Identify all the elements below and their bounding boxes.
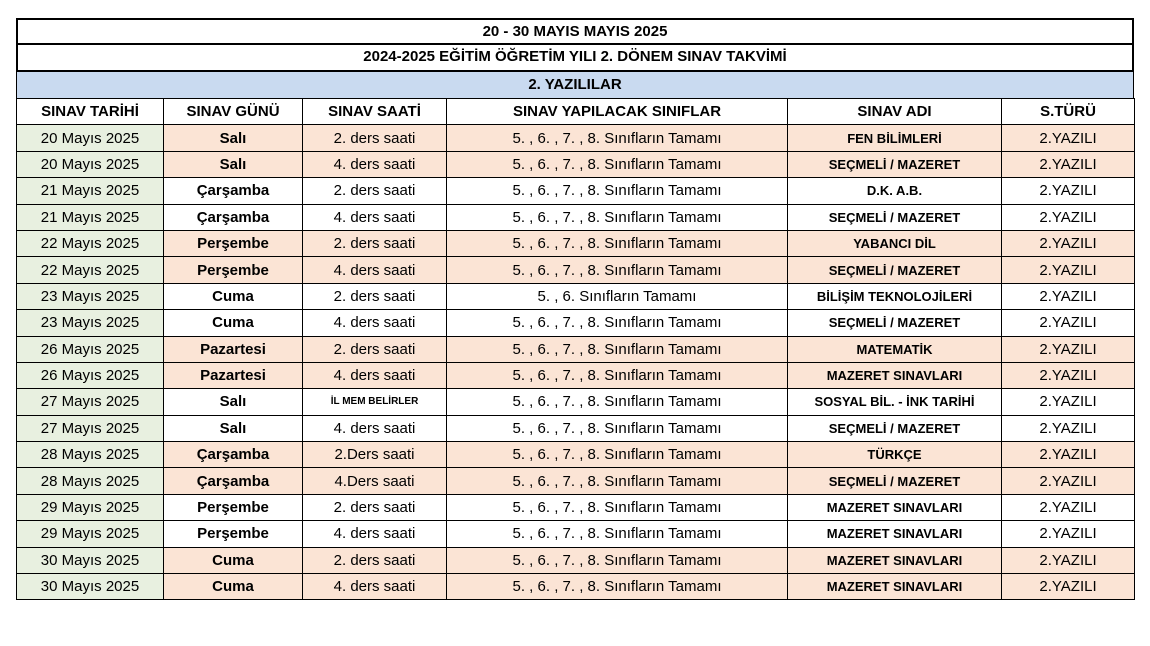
exam-classes-cell: 5. , 6. , 7. , 8. Sınıfların Tamamı bbox=[447, 336, 788, 362]
exam-date-cell: 26 Mayıs 2025 bbox=[17, 336, 164, 362]
exam-type-cell: 2.YAZILI bbox=[1002, 442, 1135, 468]
exam-date-cell: 29 Mayıs 2025 bbox=[17, 521, 164, 547]
exam-date-cell: 21 Mayıs 2025 bbox=[17, 204, 164, 230]
exam-name-cell: MAZERET SINAVLARI bbox=[788, 574, 1002, 600]
exam-date-cell: 23 Mayıs 2025 bbox=[17, 310, 164, 336]
exam-type-cell: 2.YAZILI bbox=[1002, 178, 1135, 204]
exam-day-cell: Çarşamba bbox=[164, 204, 303, 230]
exam-time-cell: 4. ders saati bbox=[303, 151, 447, 177]
exam-time-cell: 2. ders saati bbox=[303, 178, 447, 204]
exam-type-cell: 2.YAZILI bbox=[1002, 310, 1135, 336]
exam-name-cell: MAZERET SINAVLARI bbox=[788, 547, 1002, 573]
exam-day-cell: Perşembe bbox=[164, 521, 303, 547]
exam-name-cell: SEÇMELİ / MAZERET bbox=[788, 204, 1002, 230]
exam-time-cell: 4. ders saati bbox=[303, 415, 447, 441]
exam-date-cell: 27 Mayıs 2025 bbox=[17, 389, 164, 415]
exam-date-cell: 28 Mayıs 2025 bbox=[17, 442, 164, 468]
table-row bbox=[17, 151, 1135, 177]
exam-name-cell: MATEMATİK bbox=[788, 336, 1002, 362]
exam-time-cell: 4. ders saati bbox=[303, 310, 447, 336]
exam-classes-cell: 5. , 6. , 7. , 8. Sınıfların Tamamı bbox=[447, 494, 788, 520]
exam-time-cell: 4. ders saati bbox=[303, 257, 447, 283]
exam-day-cell: Perşembe bbox=[164, 257, 303, 283]
exam-classes-cell: 5. , 6. , 7. , 8. Sınıfların Tamamı bbox=[447, 547, 788, 573]
col-header-exam: SINAV ADI bbox=[788, 99, 1002, 125]
schedule-table bbox=[16, 98, 1135, 600]
col-header-classes: SINAV YAPILACAK SINIFLAR bbox=[447, 99, 788, 125]
table-row bbox=[17, 415, 1135, 441]
exam-name-cell: D.K. A.B. bbox=[788, 178, 1002, 204]
exam-classes-cell: 5. , 6. Sınıfların Tamamı bbox=[447, 283, 788, 309]
exam-day-cell: Cuma bbox=[164, 574, 303, 600]
exam-type-cell: 2.YAZILI bbox=[1002, 125, 1135, 151]
exam-type-cell: 2.YAZILI bbox=[1002, 389, 1135, 415]
col-header-day: SINAV GÜNÜ bbox=[164, 99, 303, 125]
exam-name-cell: SOSYAL BİL. - İNK TARİHİ bbox=[788, 389, 1002, 415]
exam-date-cell: 21 Mayıs 2025 bbox=[17, 178, 164, 204]
table-row bbox=[17, 204, 1135, 230]
exam-classes-cell: 5. , 6. , 7. , 8. Sınıfların Tamamı bbox=[447, 310, 788, 336]
exam-name-cell: TÜRKÇE bbox=[788, 442, 1002, 468]
exam-day-cell: Pazartesi bbox=[164, 336, 303, 362]
exam-time-cell: 4. ders saati bbox=[303, 574, 447, 600]
exam-time-cell: İL MEM BELİRLER bbox=[303, 389, 447, 415]
exam-time-cell: 4. ders saati bbox=[303, 204, 447, 230]
exam-type-cell: 2.YAZILI bbox=[1002, 521, 1135, 547]
exam-classes-cell: 5. , 6. , 7. , 8. Sınıfların Tamamı bbox=[447, 574, 788, 600]
exam-name-cell: BİLİŞİM TEKNOLOJİLERİ bbox=[788, 283, 1002, 309]
exam-day-cell: Perşembe bbox=[164, 494, 303, 520]
exam-date-cell: 22 Mayıs 2025 bbox=[17, 257, 164, 283]
main-title: 2024-2025 EĞİTİM ÖĞRETİM YILI 2. DÖNEM SINAV TAKVİMİ bbox=[16, 45, 1134, 72]
exam-type-cell: 2.YAZILI bbox=[1002, 204, 1135, 230]
exam-name-cell: SEÇMELİ / MAZERET bbox=[788, 151, 1002, 177]
section-title: 2. YAZILILAR bbox=[16, 72, 1134, 98]
exam-schedule-sheet bbox=[16, 18, 1134, 600]
exam-name-cell: YABANCI DİL bbox=[788, 230, 1002, 256]
exam-day-cell: Çarşamba bbox=[164, 442, 303, 468]
exam-type-cell: 2.YAZILI bbox=[1002, 151, 1135, 177]
col-header-date: SINAV TARİHİ bbox=[17, 99, 164, 125]
exam-time-cell: 2. ders saati bbox=[303, 494, 447, 520]
table-row bbox=[17, 494, 1135, 520]
exam-day-cell: Perşembe bbox=[164, 230, 303, 256]
col-header-type: S.TÜRÜ bbox=[1002, 99, 1135, 125]
exam-name-cell: FEN BİLİMLERİ bbox=[788, 125, 1002, 151]
exam-name-cell: MAZERET SINAVLARI bbox=[788, 521, 1002, 547]
exam-classes-cell: 5. , 6. , 7. , 8. Sınıfların Tamamı bbox=[447, 415, 788, 441]
exam-time-cell: 2. ders saati bbox=[303, 547, 447, 573]
exam-name-cell: SEÇMELİ / MAZERET bbox=[788, 468, 1002, 494]
exam-classes-cell: 5. , 6. , 7. , 8. Sınıfların Tamamı bbox=[447, 125, 788, 151]
table-row bbox=[17, 468, 1135, 494]
exam-name-cell: MAZERET SINAVLARI bbox=[788, 494, 1002, 520]
exam-classes-cell: 5. , 6. , 7. , 8. Sınıfların Tamamı bbox=[447, 257, 788, 283]
exam-date-cell: 29 Mayıs 2025 bbox=[17, 494, 164, 520]
exam-classes-cell: 5. , 6. , 7. , 8. Sınıfların Tamamı bbox=[447, 230, 788, 256]
exam-day-cell: Pazartesi bbox=[164, 362, 303, 388]
table-row bbox=[17, 389, 1135, 415]
table-row bbox=[17, 125, 1135, 151]
exam-time-cell: 2. ders saati bbox=[303, 283, 447, 309]
exam-date-cell: 22 Mayıs 2025 bbox=[17, 230, 164, 256]
exam-name-cell: MAZERET SINAVLARI bbox=[788, 362, 1002, 388]
exam-type-cell: 2.YAZILI bbox=[1002, 336, 1135, 362]
table-row bbox=[17, 336, 1135, 362]
table-row bbox=[17, 521, 1135, 547]
exam-day-cell: Salı bbox=[164, 151, 303, 177]
exam-type-cell: 2.YAZILI bbox=[1002, 494, 1135, 520]
exam-day-cell: Cuma bbox=[164, 547, 303, 573]
table-row bbox=[17, 574, 1135, 600]
exam-day-cell: Salı bbox=[164, 415, 303, 441]
dates-title: 20 - 30 MAYIS MAYIS 2025 bbox=[16, 18, 1134, 45]
exam-classes-cell: 5. , 6. , 7. , 8. Sınıfların Tamamı bbox=[447, 151, 788, 177]
exam-time-cell: 4. ders saati bbox=[303, 521, 447, 547]
exam-classes-cell: 5. , 6. , 7. , 8. Sınıfların Tamamı bbox=[447, 468, 788, 494]
exam-time-cell: 4. ders saati bbox=[303, 362, 447, 388]
exam-classes-cell: 5. , 6. , 7. , 8. Sınıfların Tamamı bbox=[447, 178, 788, 204]
exam-type-cell: 2.YAZILI bbox=[1002, 547, 1135, 573]
table-row bbox=[17, 257, 1135, 283]
table-row bbox=[17, 283, 1135, 309]
header-row bbox=[17, 99, 1135, 125]
table-row bbox=[17, 442, 1135, 468]
table-row bbox=[17, 230, 1135, 256]
exam-day-cell: Cuma bbox=[164, 283, 303, 309]
table-row bbox=[17, 310, 1135, 336]
exam-type-cell: 2.YAZILI bbox=[1002, 415, 1135, 441]
exam-day-cell: Salı bbox=[164, 389, 303, 415]
exam-classes-cell: 5. , 6. , 7. , 8. Sınıfların Tamamı bbox=[447, 362, 788, 388]
col-header-time: SINAV SAATİ bbox=[303, 99, 447, 125]
exam-date-cell: 20 Mayıs 2025 bbox=[17, 125, 164, 151]
exam-type-cell: 2.YAZILI bbox=[1002, 257, 1135, 283]
exam-date-cell: 30 Mayıs 2025 bbox=[17, 547, 164, 573]
exam-time-cell: 2. ders saati bbox=[303, 336, 447, 362]
exam-day-cell: Cuma bbox=[164, 310, 303, 336]
exam-name-cell: SEÇMELİ / MAZERET bbox=[788, 415, 1002, 441]
exam-classes-cell: 5. , 6. , 7. , 8. Sınıfların Tamamı bbox=[447, 521, 788, 547]
exam-type-cell: 2.YAZILI bbox=[1002, 283, 1135, 309]
table-row bbox=[17, 362, 1135, 388]
exam-classes-cell: 5. , 6. , 7. , 8. Sınıfların Tamamı bbox=[447, 389, 788, 415]
exam-type-cell: 2.YAZILI bbox=[1002, 574, 1135, 600]
schedule-rows bbox=[17, 125, 1135, 600]
table-row bbox=[17, 178, 1135, 204]
exam-day-cell: Çarşamba bbox=[164, 178, 303, 204]
exam-date-cell: 26 Mayıs 2025 bbox=[17, 362, 164, 388]
exam-time-cell: 2. ders saati bbox=[303, 125, 447, 151]
exam-date-cell: 30 Mayıs 2025 bbox=[17, 574, 164, 600]
exam-date-cell: 27 Mayıs 2025 bbox=[17, 415, 164, 441]
exam-date-cell: 28 Mayıs 2025 bbox=[17, 468, 164, 494]
exam-day-cell: Çarşamba bbox=[164, 468, 303, 494]
exam-time-cell: 2. ders saati bbox=[303, 230, 447, 256]
exam-date-cell: 20 Mayıs 2025 bbox=[17, 151, 164, 177]
exam-date-cell: 23 Mayıs 2025 bbox=[17, 283, 164, 309]
exam-time-cell: 4.Ders saati bbox=[303, 468, 447, 494]
exam-name-cell: SEÇMELİ / MAZERET bbox=[788, 310, 1002, 336]
exam-type-cell: 2.YAZILI bbox=[1002, 230, 1135, 256]
exam-day-cell: Salı bbox=[164, 125, 303, 151]
exam-time-cell: 2.Ders saati bbox=[303, 442, 447, 468]
table-row bbox=[17, 547, 1135, 573]
exam-type-cell: 2.YAZILI bbox=[1002, 468, 1135, 494]
exam-classes-cell: 5. , 6. , 7. , 8. Sınıfların Tamamı bbox=[447, 204, 788, 230]
exam-name-cell: SEÇMELİ / MAZERET bbox=[788, 257, 1002, 283]
exam-classes-cell: 5. , 6. , 7. , 8. Sınıfların Tamamı bbox=[447, 442, 788, 468]
exam-type-cell: 2.YAZILI bbox=[1002, 362, 1135, 388]
